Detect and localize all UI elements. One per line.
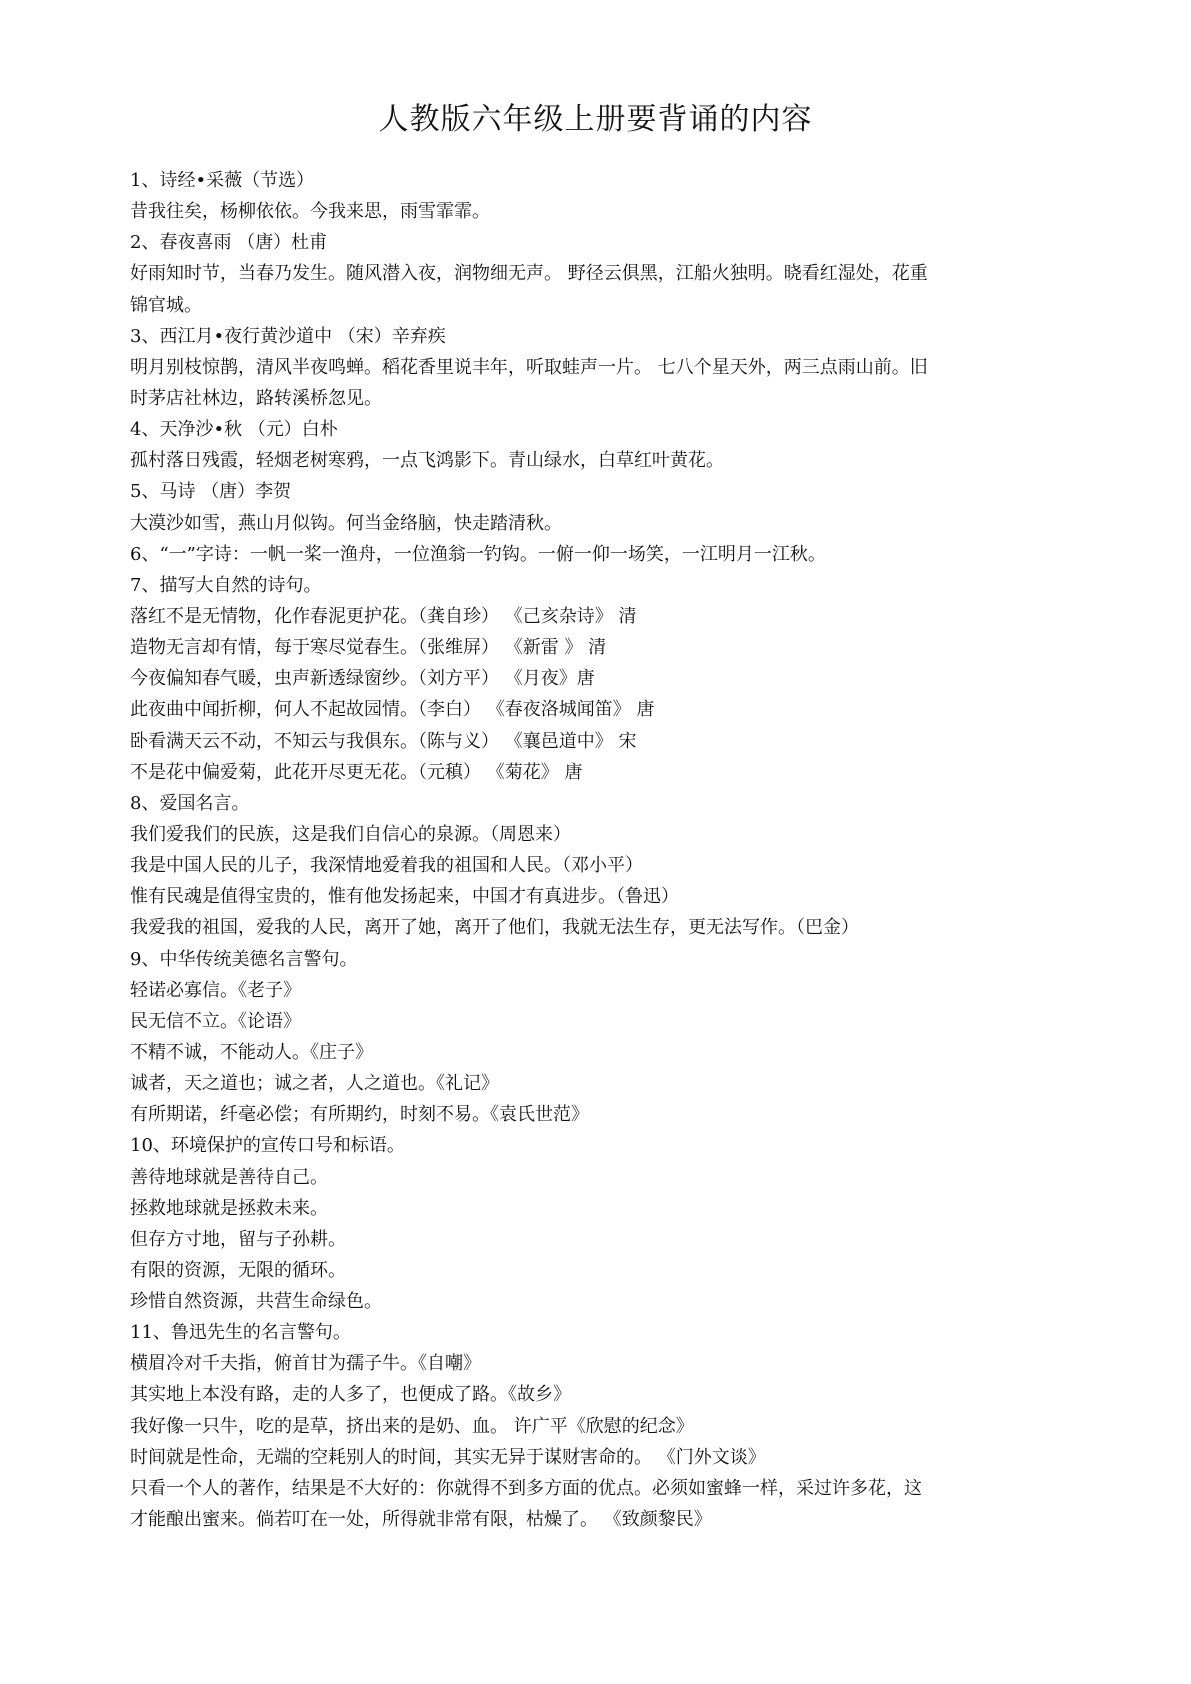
- text-line: 落红不是无情物，化作春泥更护花。（龚自珍） 《己亥杂诗》 清: [130, 605, 637, 627]
- text-line: 我好像一只牛，吃的是草，挤出来的是奶、血。 许广平《欣慰的纪念》: [130, 1415, 694, 1437]
- text-line: 时茅店社林边，路转溪桥忽见。: [130, 387, 382, 409]
- text-line: 不精不诚，不能动人。《庄子》: [130, 1041, 373, 1063]
- text-line: 大漠沙如雪，燕山月似钩。何当金络脑，快走踏清秋。: [130, 512, 562, 534]
- text-line: 今夜偏知春气暖，虫声新透绿窗纱。（刘方平） 《月夜》唐: [130, 668, 595, 690]
- text-line: 10、环境保护的宣传口号和标语。: [130, 1135, 405, 1157]
- page-title: 人教版六年级上册要背诵的内容: [378, 102, 813, 137]
- text-line: 造物无言却有情，每于寒尽觉春生。（张维屏） 《新雷 》 清: [130, 637, 607, 659]
- text-line: 但存方寸地，留与子孙耕。: [130, 1228, 346, 1250]
- text-line: 昔我往矣，杨柳依依。今我来思，雨雪霏霏。: [130, 201, 490, 223]
- text-line: 11、鲁迅先生的名言警句。: [130, 1322, 351, 1344]
- text-line: 5、马诗 （唐）李贺: [130, 481, 292, 503]
- text-line: 诚者，天之道也；诚之者，人之道也。《礼记》: [130, 1073, 499, 1095]
- text-line: 有限的资源，无限的循环。: [130, 1259, 346, 1281]
- text-line: 此夜曲中闻折柳，何人不起故园情。（李白） 《春夜洛城闻笛》 唐: [130, 699, 655, 721]
- text-line: 我们爱我们的民族，这是我们自信心的泉源。（周恩来）: [130, 823, 571, 845]
- text-line: 好雨知时节，当春乃发生。随风潜入夜，润物细无声。 野径云俱黑，江船火独明。晓看红湿处，花重: [130, 263, 928, 285]
- text-line: 有所期诺，纤毫必偿；有所期约，时刻不易。《袁氏世范》: [130, 1104, 589, 1126]
- text-line: 锦官城。: [130, 294, 202, 316]
- text-line: 我爱我的祖国，爱我的人民，离开了她，离开了他们，我就无法生存，更无法写作。（巴金）: [130, 917, 859, 939]
- text-line: 3、西江月•夜行黄沙道中 （宋）辛弃疾: [130, 325, 446, 347]
- text-line: 6、“一”字诗：一帆一桨一渔舟，一位渔翁一钓钩。一俯一仰一场笑，一江明月一江秋。: [130, 543, 826, 565]
- text-line: 孤村落日残霞，轻烟老树寒鸦，一点飞鸿影下。青山绿水，白草红叶黄花。: [130, 450, 724, 472]
- text-line: 惟有民魂是值得宝贵的，惟有他发扬起来，中国才有真进步。（鲁迅）: [130, 886, 679, 908]
- text-line: 时间就是性命，无端的空耗别人的时间，其实无异于谋财害命的。 《门外文谈》: [130, 1446, 766, 1468]
- text-line: 只看一个人的著作，结果是不大好的：你就得不到多方面的优点。必须如蜜蜂一样，采过许多花，这: [130, 1477, 922, 1499]
- text-line: 卧看满天云不动，不知云与我俱东。（陈与义） 《襄邑道中》 宋: [130, 730, 637, 752]
- text-line: 轻诺必寡信。《老子》: [130, 979, 301, 1001]
- text-line: 7、描写大自然的诗句。: [130, 574, 322, 596]
- text-line: 1、诗经•采薇（节选）: [130, 170, 315, 191]
- text-line: 其实地上本没有路，走的人多了，也便成了路。《故乡》: [130, 1384, 571, 1406]
- text-line: 2、春夜喜雨 （唐）杜甫: [130, 232, 328, 254]
- text-line: 才能酿出蜜来。倘若叮在一处，所得就非常有限，枯燥了。 《致颜黎民》: [130, 1509, 712, 1531]
- text-line: 善待地球就是善待自己。: [130, 1166, 328, 1188]
- text-line: 8、爱国名言。: [130, 792, 250, 814]
- text-line: 珍惜自然资源，共营生命绿色。: [130, 1291, 382, 1313]
- text-line: 我是中国人民的儿子，我深情地爱着我的祖国和人民。（邓小平）: [130, 855, 643, 877]
- text-line: 拯救地球就是拯救未来。: [130, 1197, 328, 1219]
- document-body: [130, 165, 1070, 1535]
- text-line: 不是花中偏爱菊，此花开尽更无花。（元稹） 《菊花》 唐: [130, 761, 583, 783]
- text-line: 横眉冷对千夫指，俯首甘为孺子牛。《自嘲》: [130, 1353, 481, 1375]
- text-line: 4、天净沙•秋 （元）白朴: [130, 419, 338, 441]
- text-line: 明月别枝惊鹊，清风半夜鸣蝉。稻花香里说丰年，听取蛙声一片。 七八个星天外，两三点雨山前。旧: [130, 356, 928, 378]
- text-line: 民无信不立。《论语》: [130, 1010, 301, 1032]
- text-line: 9、中华传统美德名言警句。: [130, 948, 358, 970]
